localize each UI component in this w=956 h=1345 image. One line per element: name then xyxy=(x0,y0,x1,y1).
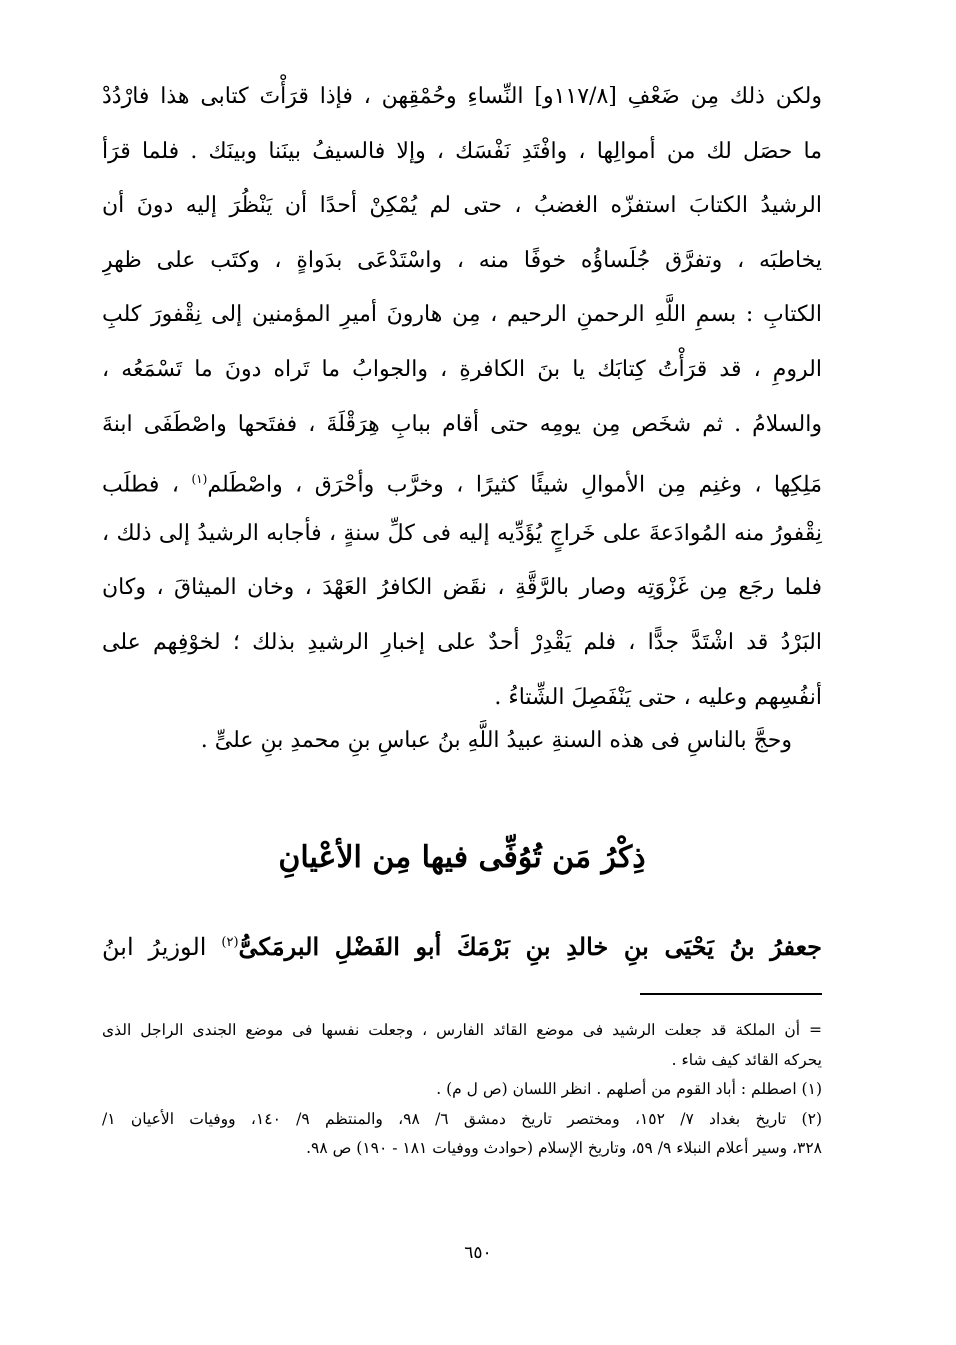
text-line: والسلامُ . ثم شخَص مِن يومِه حتى أقام ببابِ هِرَقْلَةَ ، ففتَحها واصْطَفَى ابنةَ xyxy=(102,411,822,437)
footnote-2: (٢) تاريخ بغداد ٧/ ١٥٢، ومختصر تاريخ دمشق ٦/ ٩٨، والمنتظم ٩/ ١٤٠، ووفيات الأعيان ١/ xyxy=(102,1109,822,1128)
text-line: الرشيدُ الكتابَ استفزّه الغضبُ ، حتى لم يُمْكِنْ أحدًا أن يَنْظُرَ إليه دونَ أن xyxy=(102,193,822,219)
text-line-with-footnote-ref xyxy=(102,452,822,507)
footnote-ref-1[interactable]: (١) xyxy=(191,472,208,487)
text-line: الكتابِ : بسمِ اللَّهِ الرحمنِ الرحيم ، مِن هارونَ أميرِ المؤمنين إلى نِقْفورَ كلبِ xyxy=(102,302,822,328)
footnote-2-continued: ٣٢٨، وسير أعلام النبلاء ٩/ ٥٩، وتاريخ الإسلام (حوادث ووفيات ١٨١ - ١٩٠) ص ٩٨. xyxy=(306,1139,822,1157)
text-line: ما حصَل لك من أموالِها ، وافْتَدِ نَفْسَك ، وإلا فالسيفُ بينَنا وبينَك . فلما قرَأ xyxy=(102,138,822,164)
main-paragraph xyxy=(102,70,822,725)
text-line: يخاطبَه ، وتفرَّق جُلَساؤُه خوفًا منه ، واسْتَدْعَى بدَواةٍ ، وكتَب على ظهرِ xyxy=(102,247,822,273)
entry-tail: الوزيرُ ابنُ xyxy=(102,933,207,961)
entry-name: جعفرُ بنُ يَحْيَى بنِ خالدِ بنِ بَرْمَكَ أبو الفَضْلِ البرمَكىُّ xyxy=(238,932,822,961)
footnote-line: = أن الملكة قد جعلت الرشيد فى موضع القائد الفارس ، وجعلت نفسها فى موضع الجندى الراجل الذى xyxy=(102,1021,822,1039)
page-number: ٦٥٠ xyxy=(464,1243,492,1263)
footnotes xyxy=(102,1016,822,1164)
footnote-ref-2[interactable]: (٢) xyxy=(221,935,239,950)
section-heading: ذِكْرُ مَن تُوُفِّى فيها مِن الأعْيانِ xyxy=(278,840,646,875)
text-line: أنفُسِهم وعليه ، حتى يَنْفَصِلَ الشِّتاءُ . xyxy=(494,684,822,710)
text-segment: مَلِكِها ، وغنِم مِن الأموالِ شيئًا كثيرًا ، وخرَّب وأحْرَق ، واصْطَلم xyxy=(207,472,822,498)
text-line: فلما رجَع مِن غَزْوَتِه وصار بالرَّقَّةِ ، نقَض الكافرُ العَهْدَ ، وخان الميثاقَ ، وكان xyxy=(102,575,822,601)
text-segment: ، فطلَب xyxy=(102,472,180,498)
hajj-paragraph: وحجَّ بالناسِ فى هذه السنةِ عبيدُ اللَّهِ بنُ عباسِ بنِ محمدِ بنِ علىٍّ . xyxy=(200,728,792,753)
footnote-divider xyxy=(640,993,822,995)
text-line: البَرْدُ قد اشْتَدَّ جدًّا ، فلم يَقْدِرْ أحدٌ على إخبارِ الرشيدِ بذلك ؛ لخوْفِهم على xyxy=(102,629,822,655)
text-line: الرومِ ، قد قرَأْتُ كِتابَك يا بنَ الكافرةِ ، والجوابُ ما تَراه دونَ ما تَسْمَعُه ، xyxy=(102,356,822,382)
biography-entry-line xyxy=(102,915,822,971)
text-line: نِقْفورُ منه المُوادَعةَ على خَراجٍ يُؤَدِّيه إليه فى كلِّ سنةٍ ، فأجابه الرشيدُ إلى ذلك ، xyxy=(102,520,822,546)
text-line: ولكن ذلك مِن ضَعْفِ [١١٧/٨و] النِّساءِ وحُمْقِهن ، فإذا قرَأْتَ كتابى هذا فارْدُدْ xyxy=(102,84,822,109)
footnote-1: (١) اصطلم : أباد القوم من أصلهم . انظر اللسان (ص ل م) . xyxy=(436,1080,822,1098)
footnote-line: يحركه القائد كيف شاء . xyxy=(671,1050,822,1069)
